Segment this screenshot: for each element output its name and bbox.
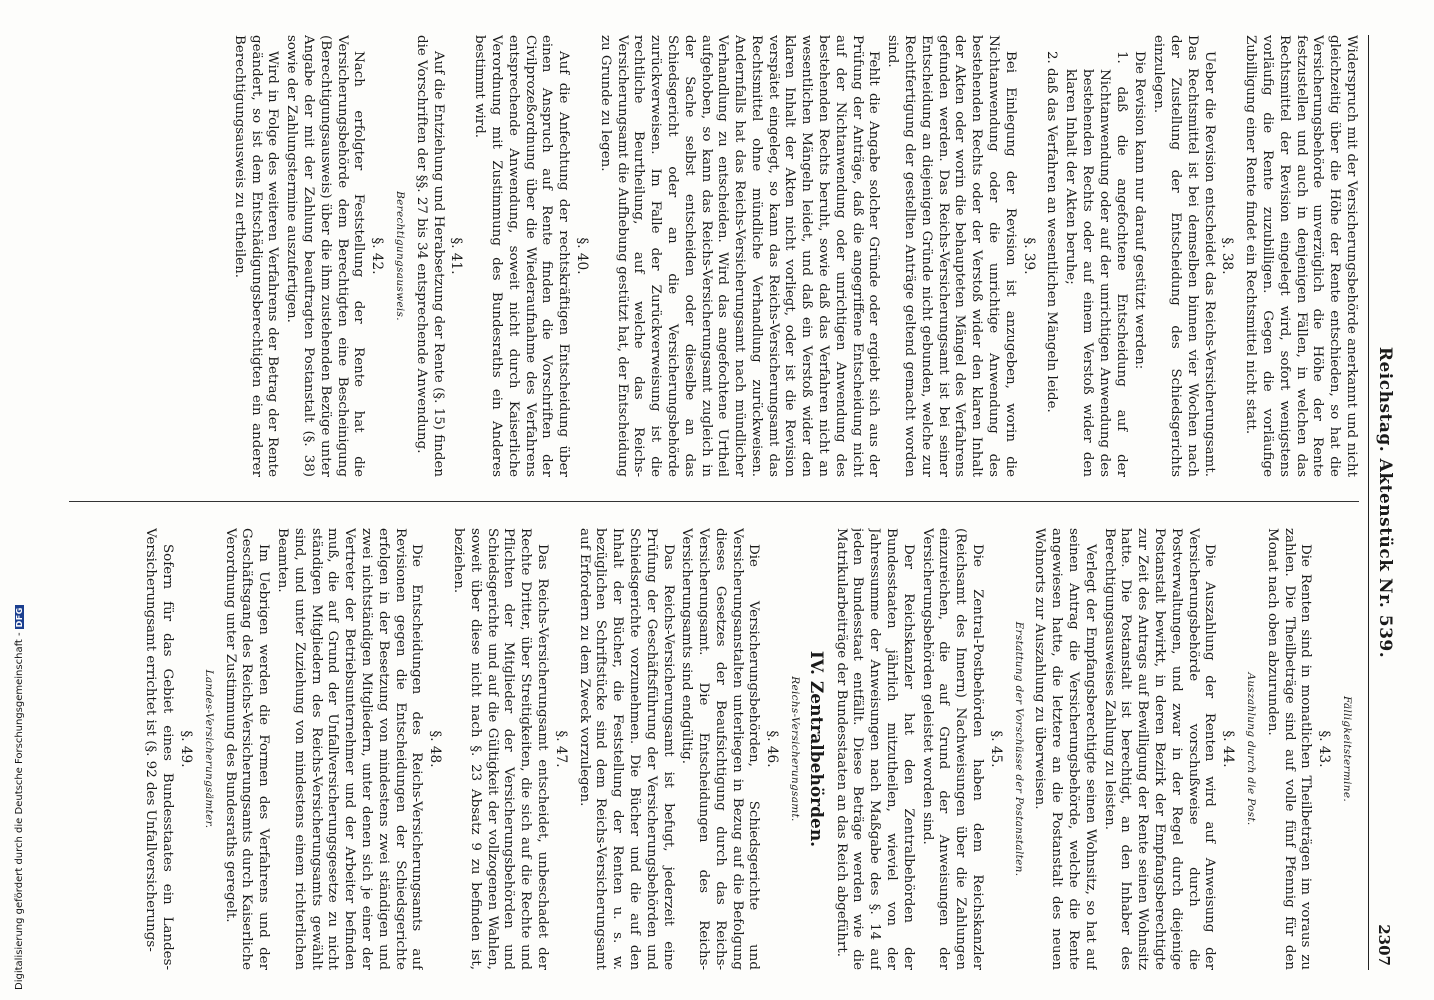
side-heading: Fälligkeitstermine. (1341, 696, 1353, 802)
section-number: §. 40. (573, 237, 590, 275)
paragraph: Das Reichs-Versicherungsamt entscheidet, unbeschadet der Rechte Dritter, über Streitigkeiten, die sich auf die Rechte und Pflichten der Mitglieder der Versicherungsbehörden und Schiedsgerichte und auf die Gültigkeit der vollzogenen Wahlen, soweit über diese nicht nach §. 23 Absatz 9 zu befinden ist, beziehen. (450, 528, 550, 970)
section-number: §. 42. (369, 237, 386, 275)
paragraph: Nach erfolgter Feststellung der Rente hat die Versicherungsbehörde dem Berechtigten eine Bescheinigung (Berechtigungsausweis) über die ihm zustehenden Bezüge unter Angabe der mit der Zahlung beauftragten Postanstalt (§. 38) sowie der Zahlungstermine auszufertigen. (284, 35, 367, 477)
section-number: §. 39. (1020, 237, 1037, 275)
left-text-column (69, 35, 1359, 477)
section-number: §. 44. (1220, 730, 1237, 768)
part-heading: IV. Zentralbehörden. (805, 650, 826, 848)
page-header (1368, 35, 1395, 970)
paragraph: Die Auszahlung der Renten wird auf Anweisung der Versicherungsbehörde vorschußweise durch die Postverwaltungen, und zwar in der Regel durch diejenige Postanstalt bewirkt, in deren Bezirk der Empfangsberechtigte zur Zeit des Antrags auf Bewilligung der Rente seinen Wohnsitz hatte. Die Postanstalt ist berechtigt, an den Inhaber des Berechtigungsausweises Zahlung zu leisten. (1101, 528, 1218, 970)
paragraph: Fehlt die Angabe solcher Gründe oder ergiebt sich aus der Prüfung der Anträge, daß die angegriffene Entscheidung nicht auf der Nichtanwendung oder unrichtigen Anwendung des bestehenden Rechts beruht, sowie daß das Verfahren nicht an wesentlichen Mängeln leidet, und daß ein Verstoß wider den klaren Inhalt der Akten nicht vorliegt, oder ist die Revision verspätet eingelegt, so kann das Reichs-Versicherungsamt das Rechtsmittel ohne mündliche Verhandlung zurückweisen. Andernfalls hat das Reichs-Versicherungsamt nach mündlicher Verhandlung zu entscheiden. Wird das angefochtene Urtheil aufgehoben, so kann das Reichs-Versicherungsamt zugleich in der Sache selbst entscheiden oder dieselbe an das Schiedsgericht oder an die Versicherungsbehörde zurückverweisen. Im Falle der Zurückverweisung ist die rechtliche Beurtheilung, auf welche das Reichs-Versicherungsamt die Aufhebung gestützt hat, der Entscheidung zu Grunde zu legen. (597, 35, 882, 477)
side-heading: Auszahlung durch die Post. (1245, 672, 1258, 826)
paragraph: Im Uebrigen werden die Formen des Verfahrens und der Geschäftsgang des Reichs-Versicherungsamts durch Kaiserliche Verordnung unter Zustimmung des Bundesraths geregelt. (222, 528, 272, 970)
paragraph: Auf die Entziehung und Herabsetzung der Rente (§. 15) finden die Vorschriften der §§. 27 bis 34 entsprechende Anwendung. (413, 35, 446, 477)
side-heading: Berechtigungsausweis. (393, 191, 406, 321)
paragraph: Die Entscheidungen des Reichs-Versicherungsamts auf Revisionen gegen die Entscheidungen der Schiedsgerichte erfolgen in der Besetzung von mindestens zwei ständigen und zwei nichtständigen Mitgliedern, unter denen sich je einer der Vertreter der Betriebsunternehmer und der Arbeiter befinden muß, die auf Grund der Unfallversicherungsgesetze zu nicht ständigen Mitgliedern des Reichs-Versicherungsamts gewählt sind, und unter Zuziehung von mindestens einem richterlichen Beamten. (274, 528, 425, 970)
section-number: §. 43. (1316, 730, 1333, 768)
paragraph: Auf die Anfechtung der rechtskräftigen Entscheidung über einen Anspruch auf Rente finden die Vorschriften der Civilprozeßordnung über die Wiederaufnahme des Verfahrens entsprechende Anwendung, soweit nicht durch Kaiserliche Verordnung mit Zustimmung des Bundesraths ein Anderes bestimmt wird. (472, 35, 572, 477)
side-heading: Erstattung der Vorschüsse der Postanstalten. (1012, 621, 1025, 877)
numbered-item: 2. daß das Verfahren an wesentlichen Mängeln leide. (1044, 51, 1060, 413)
paragraph: Die Renten sind in monatlichen Theilbeträgen im voraus zu zahlen. Die Theilbeträge sind auf volle fünf Pfennig für den Monat nach oben abzurunden. (1264, 528, 1314, 970)
paragraph: Widerspruch mit der Versicherungsbehörde anerkannt und nicht gleichzeitig über die Höhe der Rente entschieden, so hat die Versicherungsbehörde unverzüglich die Höhe der Rente festzustellen und auch in denjenigen Fällen, in welchen das Rechtsmittel der Revision eingelegt wird, sofort wenigstens vorläufig die Rente zuzubilligen. Gegen die vorläufige Zubilligung einer Rente findet ein Rechtsmittel nicht statt. (1243, 35, 1359, 477)
side-heading: Landes-Versicherungsämter. (202, 669, 215, 829)
section-number: §. 46. (764, 730, 781, 768)
paragraph: Sofern für das Gebiet eines Bundesstaates ein Landes-Versicherungsamt errichtet ist (§. 92 des Unfallversicherungs- (143, 528, 176, 970)
column-divider (69, 501, 1359, 502)
paragraph: Die Versicherungsbehörden, Schiedsgerichte und Versicherungsanstalten unterliegen in Bezug auf die Befolgung dieses Gesetzes der Beaufsichtigung durch das Reichs-Versicherungsamt. Die Entscheidungen des Reichs-Versicherungsamts sind endgültig. (679, 528, 762, 970)
right-text-column (69, 528, 1359, 970)
section-number: §. 47. (552, 730, 569, 768)
paragraph: Das Reichs-Versicherungsamt ist befugt, jederzeit eine Prüfung der Geschäftsführung der Versicherungsbehörden und Schiedsgerichte vorzunehmen. Die Bücher und die auf den Inhalt der Bücher, die Feststellung der Renten u. s. w. bezüglichen Schriftstücke sind dem Reichs-Versicherungsamt auf Erfordern zu dem Zweck vorzulegen. (576, 528, 676, 970)
paragraph: Wird in Folge des weiteren Verfahrens der Betrag der Rente geändert, so ist dem Entschädigungsberechtigten ein anderer Berechtigungsausweis zu ertheilen. (231, 35, 281, 477)
credit-text: Digitalisierung gefördert durch die Deutsche Forschungsgemeinschaft - (14, 632, 25, 990)
page-number: 2307 (1375, 924, 1393, 966)
numbered-item: 1. daß die angefochtene Entscheidung auf der Nichtanwendung oder auf der unrichtigen Anwendung des bestehenden Rechts oder auf einem Verstoß wider den klaren Inhalt der Akten beruhe; (1063, 51, 1129, 477)
side-heading: Reichs-Versicherungsamt. (789, 676, 802, 822)
section-number: §. 41. (448, 237, 465, 275)
paragraph: Die Zentral-Postbehörden haben dem Reichskanzler (Reichsamt des Innern) Nachweisungen über die Zahlungen einzureichen, die auf Grund der Anweisungen der Versicherungsbehörden geleistet worden sind. (919, 528, 986, 970)
paragraph: Die Revision kann nur darauf gestützt werden: (1132, 51, 1148, 370)
section-number: §. 38. (1219, 237, 1236, 275)
paragraph: Der Reichskanzler hat den Zentralbehörden der Bundesstaaten jährlich mitzutheilen, wieviel von der Jahressumme der Anweisungen nach Maßgabe des §. 14 auf jeden Bundesstaat entfällt. Diese Beträge werden wie die Matrikularbeiträge der Bundesstaaten an das Reich abgeführt. (833, 528, 916, 970)
section-number: §. 48. (427, 730, 444, 768)
paragraph: Ueber die Revision entscheidet das Reichs-Versicherungsamt. Das Rechtsmittel ist bei demselben binnen vier Wochen nach der Zustellung der Entscheidung des Schiedsgerichts einzulegen. (1151, 35, 1217, 477)
dfg-logo: DFG (15, 607, 24, 628)
running-title: Reichstag. Aktenstück Nr. 539. (1375, 346, 1395, 659)
paragraph: Verlegt der Empfangsberechtigte seinen Wohnsitz, so hat auf seinen Antrag die Versicherungsbehörde, welche die Rente angewiesen hatte, die letztere an die Postanstalt des neuen Wohnorts zur Auszahlung zu überweisen. (1032, 528, 1098, 970)
section-number: §. 45. (987, 730, 1004, 768)
rotated-page-content (60, 35, 1395, 970)
section-number: §. 49. (178, 730, 194, 768)
paragraph: Bei Einlegung der Revision ist anzugeben, worin die Nichtanwendung oder die unrichtige Anwendung des bestehenden Rechts oder der Verstoß wider den klaren Inhalt der Akten oder worin die behaupteten Mängel des Verfahrens gefunden werden. Das Reichs-Versicherungsamt ist bei seiner Entscheidung an diejenigen Gründe nicht gebunden, welche zur Rechtfertigung der gestellten Anträge geltend gemacht worden sind. (885, 35, 1018, 477)
digitization-credit (0, 0, 25, 996)
